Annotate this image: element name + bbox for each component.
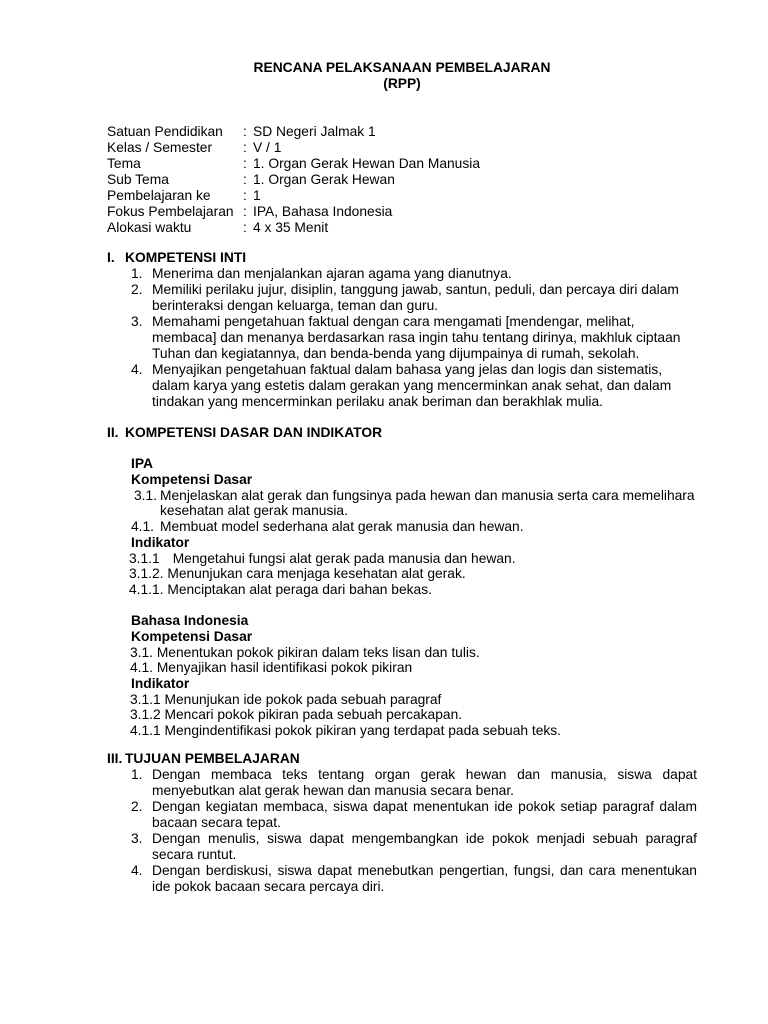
identity-value: V / 1 (253, 140, 282, 155)
identity-row (107, 172, 480, 188)
list-item (107, 799, 697, 831)
identity-value: 1. Organ Gerak Hewan (253, 172, 395, 187)
list-item (107, 767, 697, 799)
indicator-number: 3.1.2. (129, 566, 164, 582)
identity-separator: : (243, 156, 247, 171)
item-text (152, 767, 697, 799)
section-title: KOMPETENSI DASAR DAN INDIKATOR (125, 425, 383, 440)
item-text-line: Memahami pengetahuan faktual dengan cara mengamati [mendengar, melihat, (152, 314, 635, 329)
identity-label: Fokus Pembelajaran (107, 204, 234, 219)
item-text-line: Dengan kegiatan membaca, siswa dapat menentukan ide pokok setiap paragraf dalam (152, 799, 697, 814)
indicator-text: Mengetahui fungsi alat gerak pada manusia dan hewan. (172, 550, 516, 566)
indicator-text: Mengindentifikasi pokok pikiran yang terdapat pada sebuah teks. (164, 723, 562, 739)
identity-value: IPA, Bahasa Indonesia (253, 204, 393, 219)
kompetensi-dasar-body (107, 456, 695, 738)
indicator-text: Mencari pokok pikiran pada sebuah percakapan. (164, 707, 463, 723)
indikator-label: Indikator (131, 676, 190, 691)
indicator-item (107, 692, 695, 708)
section-heading (107, 751, 697, 767)
identity-row (107, 140, 480, 156)
indicator-number: 4.1.1. (129, 581, 164, 597)
kd-number: 3.1. (134, 487, 158, 503)
identity-separator: : (243, 220, 247, 235)
subject-name: IPA (131, 456, 153, 472)
section-title: TUJUAN PEMBELAJARAN (125, 751, 300, 766)
identity-separator: : (243, 172, 247, 187)
identity-value: 4 x 35 Menit (253, 220, 329, 235)
indicator-text: Menunjukan cara menjaga kesehatan alat gerak. (167, 566, 466, 582)
tujuan-list (107, 767, 697, 895)
document-title-block (107, 60, 697, 92)
item-text-line: Memiliki perilaku jujur, disiplin, tanggung jawab, santun, peduli, dan percaya diri dalam (152, 282, 679, 297)
item-text (152, 799, 697, 831)
item-text-line: secara runtut. (152, 847, 237, 862)
section-number: II. (107, 425, 119, 440)
list-item (107, 282, 680, 314)
item-number: 2. (131, 799, 143, 814)
kompetensi-inti-list (107, 266, 680, 410)
list-item (107, 362, 680, 410)
identity-row (107, 204, 480, 220)
kd-number: 4.1. (130, 660, 154, 676)
section-number: III. (107, 751, 123, 766)
identity-separator: : (243, 188, 247, 203)
section-tujuan-pembelajaran (107, 751, 697, 895)
item-number: 2. (131, 282, 143, 297)
kd-number: 4.1. (131, 519, 155, 535)
kd-label: Kompetensi Dasar (131, 628, 253, 644)
section-title: KOMPETENSI INTI (125, 250, 247, 265)
kd-text (157, 660, 412, 676)
kd-text (157, 645, 480, 661)
item-text (152, 266, 512, 282)
identity-separator: : (243, 204, 247, 219)
item-number: 3. (131, 831, 143, 846)
kd-number: 3.1. (130, 644, 154, 660)
identity-separator: : (243, 124, 247, 139)
item-text-line: menyebutkan alat gerak hewan dan manusia secara benar. (152, 783, 515, 798)
document-title: RENCANA PELAKSANAAN PEMBELAJARAN (253, 60, 551, 75)
kd-text-line: Menentukan pokok pikiran dalam teks lisan dan tulis. (156, 644, 480, 660)
kd-text-line: Menjelaskan alat gerak dan fungsinya pada hewan dan manusia serta cara memelihara (160, 487, 695, 503)
item-text-line: Menerima dan menjalankan ajaran agama yang dianutnya. (152, 266, 512, 281)
identity-separator: : (243, 140, 247, 155)
kd-label: Kompetensi Dasar (131, 472, 253, 488)
indicator-text: Menciptakan alat peraga dari bahan bekas. (167, 581, 432, 597)
item-text (152, 282, 679, 314)
identity-label: Pembelajaran ke (107, 188, 211, 203)
item-number: 1. (131, 767, 143, 782)
identity-label: Satuan Pendidikan (107, 124, 223, 139)
subject-block (107, 613, 695, 739)
item-number: 4. (131, 362, 143, 377)
item-text (152, 314, 680, 362)
identity-label: Tema (107, 156, 141, 171)
identity-table (107, 124, 480, 236)
section-kompetensi-dasar (107, 425, 695, 739)
item-text (152, 362, 671, 410)
indikator-label: Indikator (131, 534, 190, 550)
item-number: 3. (131, 314, 143, 329)
identity-row (107, 220, 480, 236)
item-number: 1. (131, 266, 143, 281)
indicator-number: 3.1.2 (130, 707, 161, 723)
indicator-number: 3.1.1 (130, 691, 161, 707)
item-text (152, 863, 697, 895)
item-number: 4. (131, 863, 143, 878)
item-text-line: membaca] dan menanya berdasarkan rasa ingin tahu tentang dirinya, makhluk ciptaan (152, 330, 681, 345)
kd-text-line: kesehatan alat gerak manusia. (160, 503, 348, 519)
kd-item (107, 488, 695, 519)
blank-line (107, 441, 695, 457)
identity-row (107, 156, 480, 172)
item-text-line: Menyajikan pengetahuan faktual dalam bahasa yang jelas dan logis dan sistematis, (152, 362, 663, 377)
indicator-number: 3.1.1 (129, 550, 160, 566)
identity-value: SD Negeri Jalmak 1 (253, 124, 376, 139)
kd-text-line: Menyajikan hasil identifikasi pokok pikiran (156, 660, 413, 676)
kd-item (107, 645, 695, 661)
item-text-line: ide pokok bacaan secara percaya diri. (152, 879, 385, 894)
item-text-line: tindakan yang mencerminkan perilaku anak beriman dan berakhlak mulia. (152, 394, 603, 409)
kd-text (160, 519, 524, 535)
document-subtitle: (RPP) (383, 76, 421, 91)
list-item (107, 831, 697, 863)
indicator-number: 4.1.1 (130, 723, 161, 739)
kd-item (107, 519, 695, 535)
indicator-item (107, 582, 695, 598)
item-text-line: berinteraksi dengan keluarga, teman dan guru. (152, 298, 439, 313)
identity-label: Sub Tema (107, 172, 169, 187)
section-heading (107, 250, 680, 266)
kd-text-line: Membuat model sederhana alat gerak manusia dan hewan. (160, 519, 524, 535)
item-text (152, 831, 697, 863)
blank-line (107, 598, 695, 614)
indicator-item (107, 707, 695, 723)
identity-value: 1. Organ Gerak Hewan Dan Manusia (253, 156, 480, 171)
subject-block (107, 456, 695, 597)
item-text-line: Dengan membaca teks tentang organ gerak hewan dan manusia, siswa dapat (152, 767, 697, 782)
indicator-item (107, 723, 695, 739)
indicator-text: Menunjukan ide pokok pada sebuah paragraf (164, 691, 442, 707)
indicator-item (107, 566, 695, 582)
subject-name: Bahasa Indonesia (131, 613, 249, 629)
list-item (107, 314, 680, 362)
kd-text (160, 488, 695, 519)
list-item (107, 266, 680, 282)
section-kompetensi-inti (107, 250, 680, 410)
item-text-line: bacaan secara tepat. (152, 815, 281, 830)
identity-row (107, 124, 480, 140)
item-text-line: dalam karya yang estetis dalam gerakan yang mencerminkan anak sehat, dan dalam (152, 378, 672, 393)
item-text-line: Tuhan dan kegiatannya, dan benda-benda yang dijumpainya di rumah, sekolah. (152, 346, 640, 361)
item-text-line: Dengan berdiskusi, siswa dapat menebutkan pengertian, fungsi, dan cara menentukan (152, 863, 697, 878)
section-number: I. (107, 250, 115, 265)
section-heading (107, 425, 695, 441)
list-item (107, 863, 697, 895)
item-text-line: Dengan menulis, siswa dapat mengembangkan ide pokok menjadi sebuah paragraf (152, 831, 697, 846)
identity-row (107, 188, 480, 204)
identity-label: Kelas / Semester (107, 140, 213, 155)
kd-item (107, 660, 695, 676)
indicator-item (107, 551, 695, 567)
identity-label: Alokasi waktu (107, 220, 192, 235)
identity-value: 1 (253, 188, 261, 203)
